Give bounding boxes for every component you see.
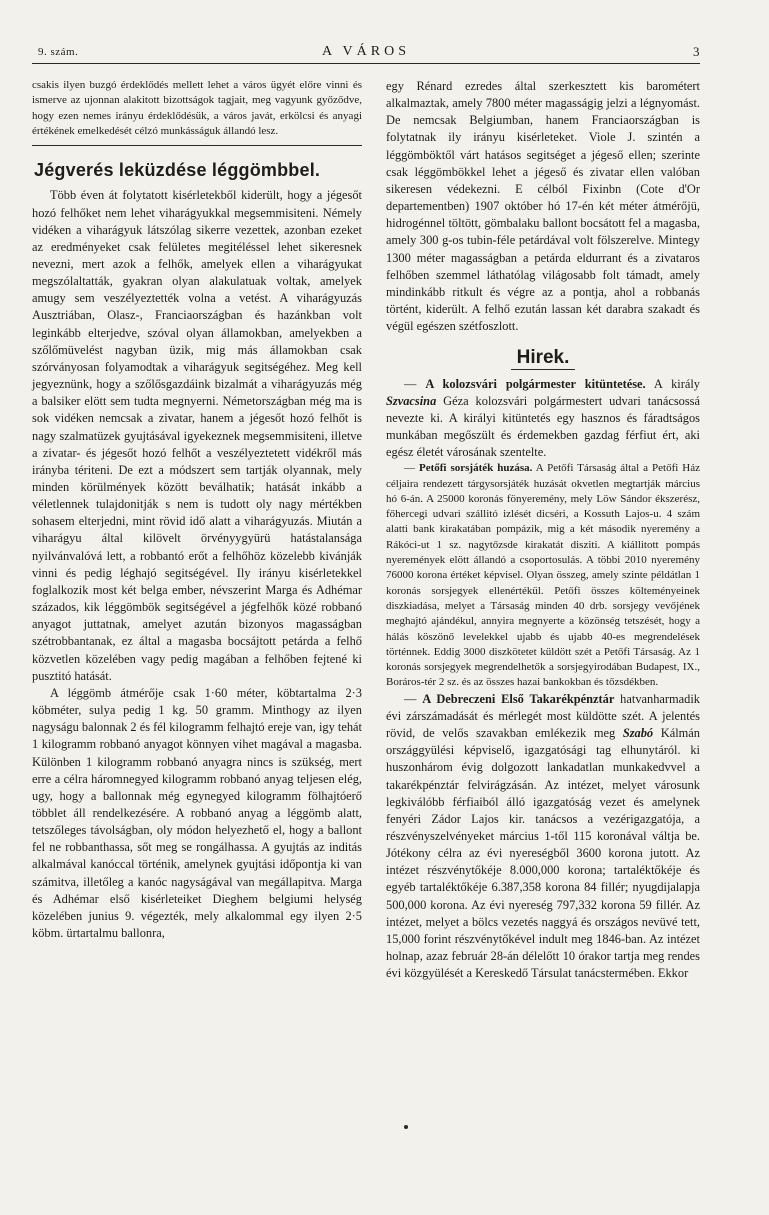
article-paragraph: A léggömb átmérője csak 1·60 méter, köbtartalma 2·3 köbméter, sulya pedig 1 kg. 50 gramm. Minthogy az ilyen nagyságu balonnak 2 és fél kilogramm felhajtó ereje van, igy tehát 1 kilogramm robbanó anyagot könnyen vihet magával a magasba. Különben 1 kilogramm robbanó anyagra nincs is szükség, mert erre a célra háromnegyed kilogramm robbanó anyag teljesen elég, ugy, hogy a ballonnak még egynegyed kilogramm fölhajtóerő többlet áll rendelkezésére. A robbanó anyag a léggömb alatt, tetszőleges távolságban, oly módon helyezhető el, hogy a ballont fel ne robbanthassa, sőt meg se rongálhassa. A gyujtás az inditás alkalmával kanóccal történik, amelynek gyujtási időpontja ki van számitva, illetőleg a kanóc nagyságával van megállapitva. Marga és Adhémar első kisérleteiket Dieghem belgiumi helység közelében junius 9. végezték, mely alkalommal egy ilyen 2·5 köbm. ürtartalmu ballonra, [32,685,362,941]
intro-block [32,78,362,139]
news-name: Szabó [622,726,654,741]
article-paragraph: Több éven át folytatott kisérletekből kiderült, hogy a jégesőt hozó felhőket nem lehet viharágyukkal megsemmisiteni. Némely vidéken a viharágyuk látszólag sikerre vezettek, azonban ezeket az eredményeket csak felületes megitéléssel lehet sikeresnek nevezni, mert azok a felhők, amelyek ellen a viharágyukat megszólaltatták, gyakran olyan alakulatuak voltak, amelyek amugy sem veszélyeztették volna a vetést. A viharágyuzás Ausztriában, Olasz-, Franciaországban és hazánkban volt leginkább elterjedve, szóval olyan államokban, amelyekben a szőlőmüvelést nagyban üzik, mig más államokban csak szórványosan folyamodtak a viharágyuk segitségéhez. Meg kell jegyeznünk, hogy a szőlősgazdáink bizalmát a viharágyuzás még a balsiker elött sem tudta megnyerni. Németországban még ma is sok vidéken nemcsak a zivatar, hanem a jégesőt hozó felhőt is nagy szalmatüzek gyujtásával igyekeznek megsemmisiteni, illetve a zivatar- és jégesőt hozó felhőt a veszélyeztetett vidékről más irányba tériteni. De ezt a módszert sem tartják olyannak, mely minden körülmények között beválhatik; hatását inkább a véletlennek tulajdonitják s nem is tudott oly nagy mértékben sohasem elterjedni, mint rövid idő alatt a viharágyuzás. Miután a viharágyu által kilövelt örvényygyürü hatástalansága nyilvánvalóvá lett, a robbantó erőt a felhőhöz közelebb kivánják vinni és pedig léghajó segitségével. Ily irányu kisérletekkel foglalkozik most két belga ember, névszerint Marga és Adhémar százados, kik léggömbök segitségével a jégfelhők közé robbanó anyagot juttatnak, amelyet azután bizonyos magasságban szétrobbantanak, ez által a magasba bocsájtott petárda a felhő közvetlen közelében vagy pedig magában a felhőben fejtené ki pusztitó hatását. [32,188,362,683]
page-header [32,44,700,64]
news-name: Szvacsina [386,393,437,408]
news-text: hatvanharmadik évi zárszámadását és mérlegét most küldötte szét. A jelentés rövid, de velős szavakban emlékezik meg [386,691,700,741]
newspaper-title: A VÁROS [321,44,411,59]
news-text: A király [645,376,700,391]
article-title: Jégverés leküzdése léggömbbel. [34,160,321,181]
page-number: 3 [693,44,700,59]
right-column [386,78,700,982]
intro-paragraph: csakis ilyen buzgó érdeklődés mellett lehet a város ügyét előre vinni és ismerve az ujonnan alakitott bizottságok tagjait, meg vagyunk győződve, hogy ezen nemes irányu érdeklődésük, a város javát, erkölcsi és anyagi értékének emelkedését célzó munkásságuk állandó lesz. [32,79,362,137]
issue-number: 9. szám. [38,46,79,58]
left-column [32,78,362,942]
news-item [386,461,700,690]
section-divider [32,145,362,146]
news-text: Géza kolozsvári polgármestert udvari tanácsossá nevezte ki. A királyi kitüntetés egy hasznos és fáradtságos munkában megőszült és érdemekben gazdag férfiut ért, aki egész életét városának szentelte. [386,393,700,460]
news-section-heading [386,349,700,369]
news-item [386,691,700,983]
news-item [386,376,700,462]
news-dash: — [404,691,423,706]
news-text: A Petőfi Társaság által a Petőfi Ház céljaira rendezett tárgysorsjáték huzását okvetlen megtartják március hó 6-án. A 25000 koronás fönyeremény, mely Löw Sándor ékszerész, főhercegi udvari szállitó izlését dicséri, a Kossuth Lajos-u. 4 szám alatti bank kirakatában pompázik, mig a két második nyeremény a Rákóci-ut 1 sz. nagytőzsde kirakatát disziti. A kiállitott pompás nyeremények elött állandó a csoportosulás. A többi 2010 nyeremény 76000 korona értéket képvisel. Olyan összeg, amely szinte példátlan 1 koronás sorsjegyek ellenértékül. Petőfi összes költeményeinek diszkiadása, melyet a Társaság minden 40 drb. sorsjegy vevőjének meghajtó ajándékul, annyira megnyerte a közönség tetszését, hogy a hálás köszönő levelekkel ujabb és ujabb 40-es megrendelések történnek. Eddig 3000 diszkötetet küldött szét a Petőfi Társaság. Az 1 koronás sorsjegyek megrendelhetők a sorsjegyirodában Budapest, IX., Boráros-tér 2 sz. és az összes hazai bankokban és tőzsdékben. [386,462,701,689]
news-title: A kolozsvári polgármester kitüntetése. [425,376,646,391]
news-dash: — [404,376,426,391]
news-item-small [386,461,700,690]
news-text: Kálmán országgyülési képviselő, igazgatósági tag elhunytáról. ki huszonhárom évig dolgozott lankadatlan munkakedvvel a takarékpénztár felvirágzásán. Az intézet, melyet városunk legkiválóbb férfiaiból álló igazgatóság vezet és amelynek fenyéri Zádor Lajos kir. tanácsos a vezérigazgatója, a részvényszelvényeket március 1-től 115 koronával váltja be. Jótékony célra az évi nyereségből 3600 korona jutott. Az intézet részvénytőkéje 8.000,000 korona; tartaléktőkéje és egyéb tartaléktőkéje 6.387,358 korona 84 fillér; nyugdijalapja 500,000 korona. Az évi nyereség 797,332 korona 59 fillér. Az intézet, melyet a bölcs vezetés naggyá és országos nevüvé tett, 15,000 forint részvénytőkével indult meg 1846-ban. Az intézet holnap, azaz február 28-án délelőtt 10 órakor tartja meg rendes évi közgyülését a Kereskedő Társulat tanácstermében. Ekkor [386,726,700,981]
article-continuation: egy Rénard ezredes által szerkesztett kis barométert alkalmaztak, amely 7800 méter magasságig jelzi a légnyomást. De nemcsak Belgiumban, hanem Franciaországban is folytatnak ily irányu kisérleteket. Viole J. szintén a léggömböktől várt hatásos segitséget a jégeső ellen; szerinte csak léggömbökkel lehet a jégeső és zivatar ellen valóban sikeresen védekezni. E célból Fixinbn (Cote d'Or departementben) 1907 október hó 17-én két méter átmérőjü, hidrogénnel töltött, gömbalaku ballont bocsátott fel a magasba, amely 300 g-os tubin-féle petárdával volt fölszerelve. Mintegy 1300 méter magasságban a petárda eldurrant és a zivataros felhőben szemmel láthatólag világosabb folt támadt, amely mindinkább ritkult és végre az a pontja, ahol a robbanás történt, kiderült. A felhő ezután lassan két darabra szakadt és végül egészen szétfoszlott. [386,79,700,334]
header-rule [32,63,700,64]
news-title: A Debreczeni Első Takarékpénztár [422,691,615,706]
news-dash: — [404,462,419,475]
news-title: Petőfi sorsjáték huzása. [419,462,533,475]
news-heading-text: Hirek. [511,349,576,369]
page-dot-mark [404,1125,408,1129]
